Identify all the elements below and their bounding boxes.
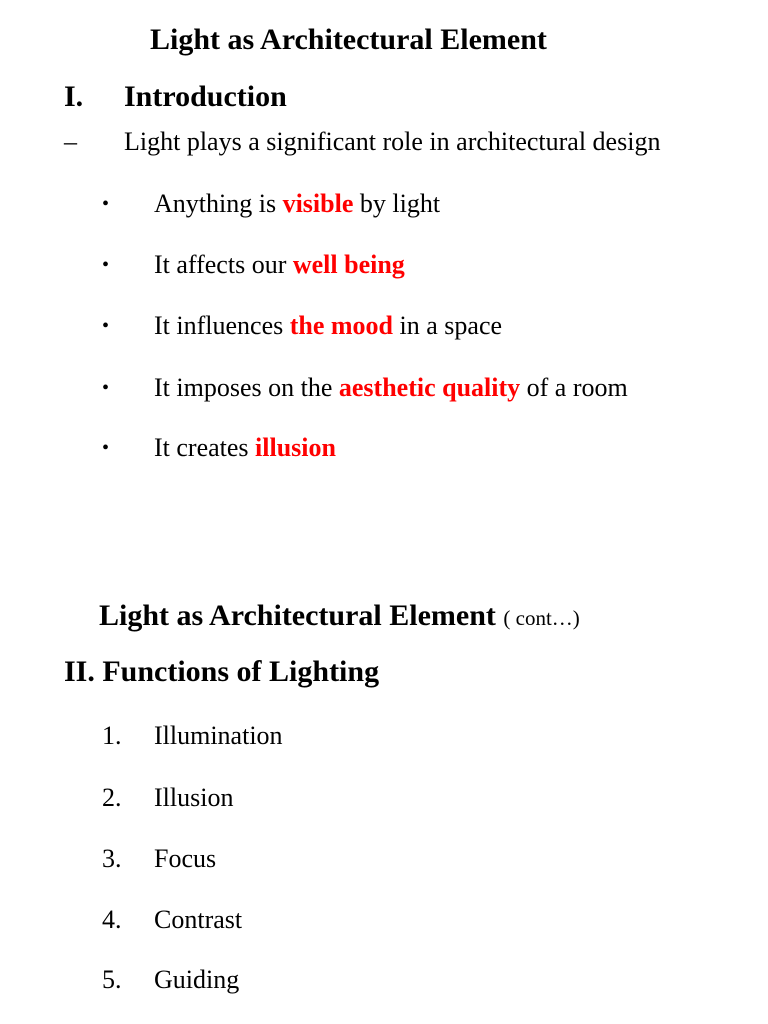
- bullet-text: of a room: [520, 373, 628, 402]
- list-item: Focus: [154, 844, 217, 873]
- list-number: 5.: [102, 965, 122, 994]
- bullet-highlight: illusion: [255, 433, 336, 462]
- slide2-title-suffix: ( cont…): [503, 606, 580, 630]
- bullet-text: Anything is: [154, 189, 283, 218]
- bullet-item: [154, 249, 405, 281]
- list-number: 3.: [102, 844, 122, 873]
- list-number: 4.: [102, 905, 122, 934]
- dash-marker: –: [64, 127, 77, 156]
- bullet-text: It creates: [154, 433, 256, 462]
- list-number: 1.: [102, 721, 122, 750]
- bullet-item: [154, 432, 336, 464]
- bullet-highlight: aesthetic quality: [338, 373, 521, 402]
- list-item: Guiding: [154, 965, 240, 994]
- list-item: Illumination: [154, 721, 283, 750]
- slide2-title-text: Light as Architectural Element: [99, 599, 496, 632]
- slide1-title: Light as Architectural Element: [150, 23, 547, 56]
- bullet-item: [154, 372, 628, 404]
- bullet-text: It influences: [154, 311, 290, 340]
- slide2-title: [99, 598, 580, 636]
- intro-text: Light plays a significant role in architectural design: [124, 127, 661, 156]
- bullet-highlight: well being: [292, 250, 405, 279]
- section-heading-introduction: Introduction: [124, 80, 287, 113]
- bullet-symbol: •: [102, 377, 110, 399]
- bullet-symbol: •: [102, 254, 110, 276]
- bullet-text: It affects our: [154, 250, 293, 279]
- bullet-highlight: the mood: [289, 311, 394, 340]
- bullet-item: [154, 310, 502, 342]
- list-item: Illusion: [154, 783, 234, 812]
- bullet-highlight: visible: [282, 189, 354, 218]
- bullet-text: It imposes on the: [154, 373, 339, 402]
- bullet-text: in a space: [393, 311, 503, 340]
- bullet-symbol: •: [102, 315, 110, 337]
- list-item: Contrast: [154, 905, 243, 934]
- bullet-symbol: •: [102, 437, 110, 459]
- bullet-text: by light: [353, 189, 441, 218]
- bullet-item: [154, 188, 440, 220]
- section-numeral: I.: [64, 80, 84, 113]
- list-number: 2.: [102, 783, 122, 812]
- section-heading-functions: II. Functions of Lighting: [64, 655, 380, 688]
- bullet-symbol: •: [102, 193, 110, 215]
